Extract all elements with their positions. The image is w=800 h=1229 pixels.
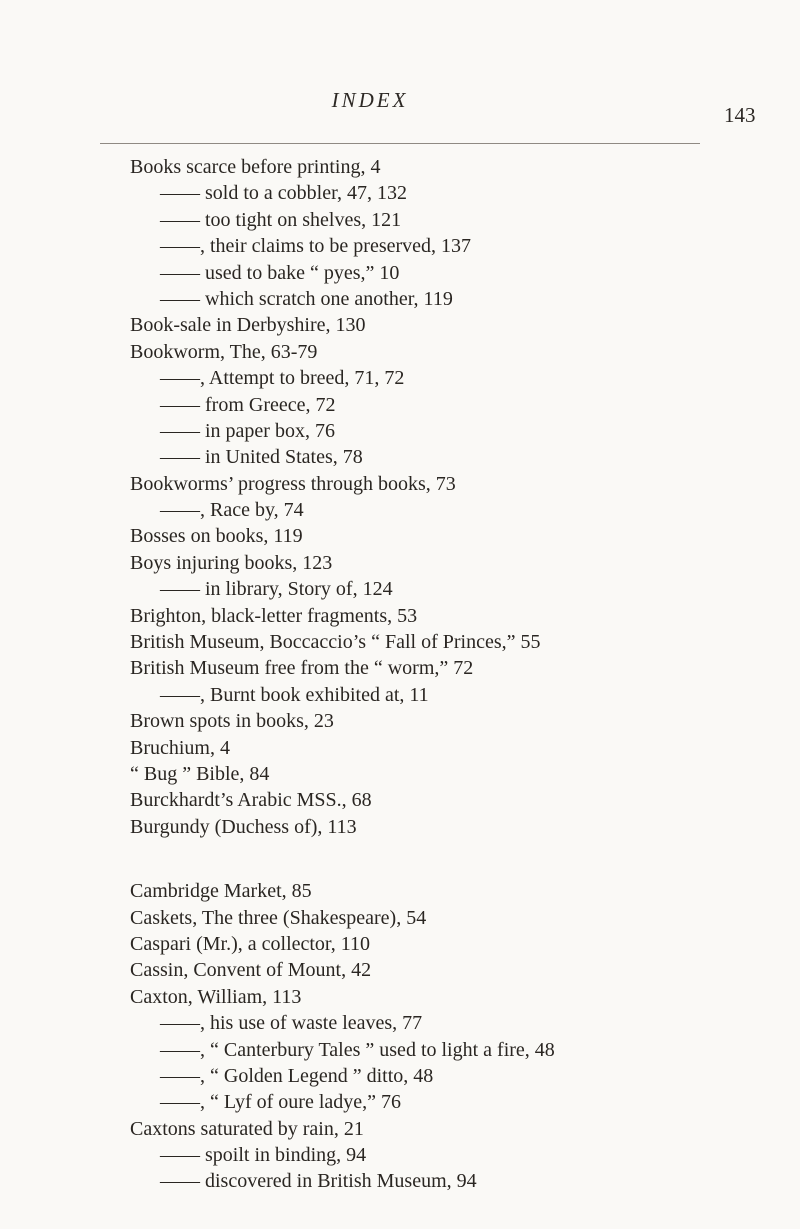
index-subentry: —— from Greece, 72 (160, 393, 336, 416)
index-subentry: —— in library, Story of, 124 (160, 578, 393, 601)
index-entry: Brighton, black-letter fragments, 53 (130, 604, 418, 627)
index-subentry: ——, “ Lyf of oure ladye,” 76 (160, 1091, 402, 1114)
index-entry: Burgundy (Duchess of), 113 (130, 815, 357, 838)
running-header-title: INDEX (331, 88, 409, 112)
index-subentry: —— which scratch one another, 119 (160, 287, 453, 310)
index-subentry: —— in paper box, 76 (160, 419, 335, 442)
index-subentry: —— used to bake “ pyes,” 10 (160, 261, 400, 284)
index-entries (130, 154, 780, 1195)
page-number: 143 (724, 103, 756, 127)
index-entry: “ Bug ” Bible, 84 (130, 762, 270, 785)
section-gap (130, 840, 780, 878)
index-entry: Book-sale in Derbyshire, 130 (130, 314, 366, 337)
index-entry: Boys injuring books, 123 (130, 551, 333, 574)
index-entry: Bosses on books, 119 (130, 525, 303, 548)
index-subentry: ——, their claims to be preserved, 137 (160, 235, 472, 258)
index-entry: Cambridge Market, 85 (130, 880, 312, 903)
index-entry: Bookworms’ progress through books, 73 (130, 472, 456, 495)
header-rule (100, 143, 700, 144)
index-entry: British Museum free from the “ worm,” 72 (130, 657, 474, 680)
index-subentry: ——, Race by, 74 (160, 499, 304, 522)
index-subentry: —— too tight on shelves, 121 (160, 208, 402, 231)
index-entry: Brown spots in books, 23 (130, 710, 334, 733)
index-entry: Cassin, Convent of Mount, 42 (130, 959, 372, 982)
index-entry: Books scarce before printing, 4 (130, 156, 381, 178)
index-entry: Caxton, William, 113 (130, 985, 302, 1008)
index-subentry: —— in United States, 78 (160, 446, 363, 469)
index-entry: Bookworm, The, 63-79 (130, 340, 318, 363)
index-entry: Caspari (Mr.), a collector, 110 (130, 932, 371, 955)
index-entry: Caxtons saturated by rain, 21 (130, 1117, 364, 1140)
index-subentry: ——, Burnt book exhibited at, 11 (160, 683, 429, 706)
index-entry: Caskets, The three (Shakespeare), 54 (130, 906, 427, 929)
index-entry: Burckhardt’s Arabic MSS., 68 (130, 789, 372, 812)
index-subentry: ——, his use of waste leaves, 77 (160, 1012, 423, 1035)
index-subentry: ——, “ Golden Legend ” ditto, 48 (160, 1064, 434, 1087)
index-subentry: —— sold to a cobbler, 47, 132 (160, 182, 407, 205)
index-subentry: —— spoilt in binding, 94 (160, 1144, 367, 1167)
index-entry: British Museum, Boccaccio’s “ Fall of Princes,” 55 (130, 631, 541, 654)
index-subentry: ——, “ Canterbury Tales ” used to light a fire, 48 (160, 1038, 555, 1061)
index-subentry: ——, Attempt to breed, 71, 72 (160, 367, 405, 390)
index-entry: Bruchium, 4 (130, 736, 230, 759)
index-subentry: —— discovered in British Museum, 94 (160, 1170, 477, 1193)
